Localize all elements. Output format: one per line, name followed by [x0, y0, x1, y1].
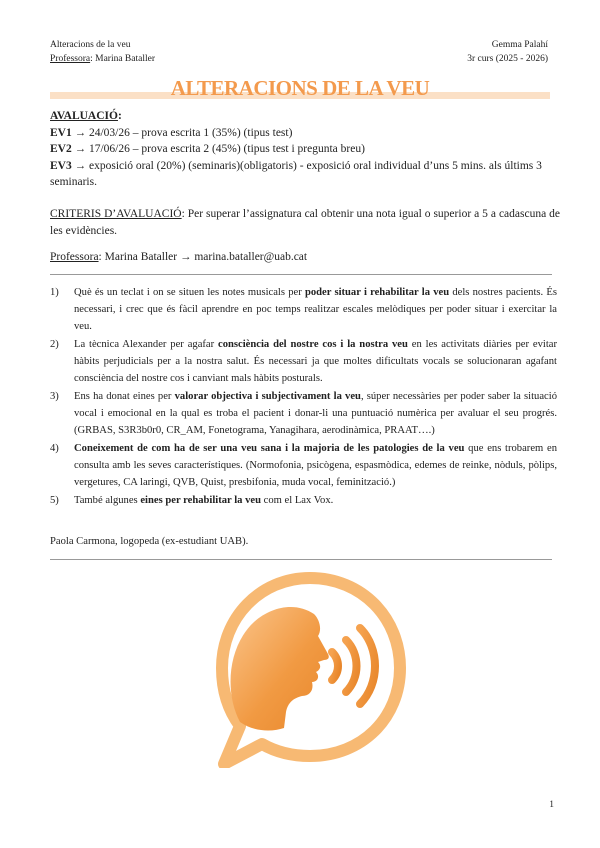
speaking-voice-illustration: [214, 572, 406, 768]
divider-top: [50, 274, 552, 275]
header-professor: [50, 52, 155, 66]
list-item: [50, 336, 557, 387]
evaluation-heading-colon: :: [117, 110, 122, 122]
list-number: 3): [50, 391, 59, 402]
professor-line: [50, 249, 560, 266]
text-run: dels nostres pacients. És necessari, i crec que és fàcil aprendre en poc temps realitzar escales melòdiques per poder situar i exercitar la veu.: [74, 287, 557, 332]
bold-run: poder situar i rehabilitar la veu: [304, 287, 450, 298]
academic-year: 3r curs (2025 - 2026): [467, 54, 548, 64]
text-run: La tècnica Alexander per agafar: [74, 339, 219, 350]
criteria-text: : Per superar l’assignatura cal obtenir una nota igual o superior a 5 a cadascuna de les evidències.: [50, 208, 561, 237]
sound-waves-icon: [346, 640, 357, 692]
evaluation-code: EV2: [50, 143, 72, 155]
list-number: 2): [50, 339, 59, 350]
text-run: , súper necessàries per poder saber la situació vocal i emocional en la qual es troba el pacient i donar-li una puntuació numèrica per avaluar el seu progrés. (GRBAS, S3R3b0r0, CR_AM, Fonetograma, Yanagihara, aerodinàmica, PRAAT….): [74, 391, 557, 436]
header-professor-label: Professora: [50, 54, 91, 64]
divider-bottom: [50, 559, 552, 560]
evaluation-code: EV3: [50, 159, 72, 172]
bold-run: consciència del nostre cos i la nostra veu: [218, 339, 408, 350]
list-text: [74, 336, 557, 387]
criteria-paragraph: [50, 206, 560, 239]
bold-run: valorar objectiva i subjectivament la veu: [174, 391, 361, 402]
text-run: com el Lax Vox.: [261, 495, 334, 506]
running-header-left: [50, 38, 155, 66]
list-number: 4): [50, 443, 59, 454]
course-name: Alteracions de la veu: [50, 40, 131, 50]
list-item: [50, 284, 557, 335]
header-professor-name: : Marina Bataller: [90, 54, 155, 64]
page-number: 1: [549, 800, 554, 810]
list-item: [50, 492, 557, 509]
evaluation-text: → 24/03/26 – prova escrita 1 (35%) (tipus test): [71, 126, 293, 139]
list-number: 1): [50, 287, 59, 298]
evaluation-text: → 17/06/26 – prova escrita 2 (45%) (tipus test i pregunta breu): [71, 143, 365, 155]
list-number: 5): [50, 495, 59, 506]
list-item: [50, 440, 557, 491]
evaluation-heading-line: [50, 108, 560, 125]
list-text: [74, 388, 557, 439]
sound-waves-icon: [360, 628, 375, 704]
sound-waves-icon: [332, 652, 338, 680]
evaluation-text: → exposició oral (20%) (seminaris)(obligatoris) - exposició oral individual d’uns 5 mins. als últims 3 seminaris.: [50, 159, 542, 188]
evaluation-heading: AVALUACIÓ: [50, 110, 118, 122]
bold-run: eines per rehabilitar la veu: [140, 495, 261, 506]
testimonial-list: [50, 284, 557, 510]
text-run: Què és un teclat i on se situen les notes musicals per: [74, 287, 305, 298]
page-title: ALTERACIONS DE LA VEU: [170, 76, 430, 100]
professor-contact: : Marina Bataller → marina.bataller@uab.cat: [98, 251, 308, 263]
list-text: [74, 284, 557, 335]
signature: Paola Carmona, logopeda (ex-estudiant UAB).: [50, 536, 249, 547]
criteria-label: CRITERIS D’AVALUACIÓ: [50, 208, 182, 220]
text-run: Ens ha donat eines per: [74, 391, 175, 402]
author-name: Gemma Palahí: [491, 40, 548, 50]
evaluation-code: EV1: [50, 126, 72, 139]
speaking-head-icon: [231, 607, 329, 730]
bold-run: Coneixement de com ha de ser una veu sana i la majoria de les patologies de la veu: [74, 443, 465, 454]
running-header-right: [467, 38, 548, 66]
list-text: [74, 492, 557, 509]
professor-label: Professora: [50, 251, 99, 263]
evaluation-section: [50, 108, 560, 191]
evaluation-item: [50, 141, 560, 158]
list-item: [50, 388, 557, 439]
text-run: També algunes: [74, 495, 141, 506]
evaluation-item: [50, 158, 560, 191]
list-text: [74, 440, 557, 491]
text-run: que ens trobarem en consulta amb les seves característiques. (Normofonia, psicògena, espasmòdica, edemes de reinke, nòduls, pòlips, vergetures, CA laringi, QVB, Quist, presbifonia, muda vocal, feminització.): [74, 443, 558, 488]
evaluation-item: [50, 125, 560, 142]
text-run: en les activitats diàries per evitar hàbits perjudicials per a la nostra salut. És necessari ja que moltes dificultats vocals se solucionaran agafant consciència del nostre cos i canviant mals hàbits posturals.: [74, 339, 557, 384]
